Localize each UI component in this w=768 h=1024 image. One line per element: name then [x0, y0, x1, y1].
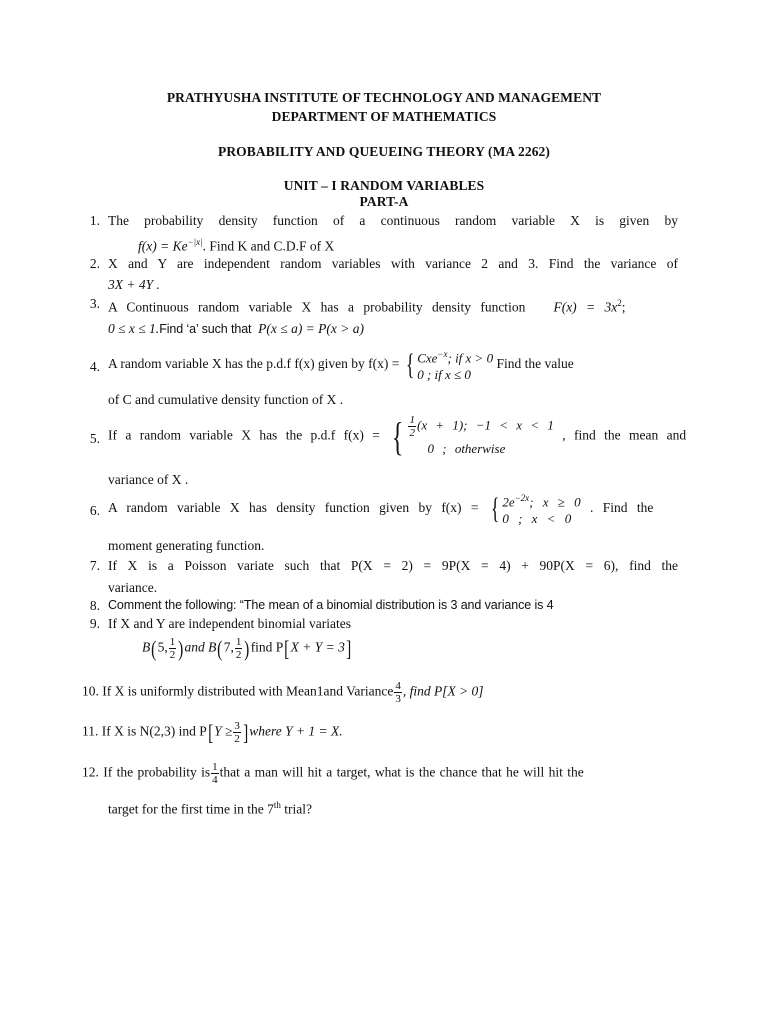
question-text: Find ‘a’ such that [159, 322, 252, 336]
question-text: variance of X . [108, 472, 189, 487]
question-number: 1. [89, 213, 100, 228]
case-1: Cxe [417, 350, 438, 366]
case-exponent: −x [437, 349, 448, 359]
ordinal-suffix: th [273, 800, 281, 810]
paren-open: ( [217, 635, 223, 661]
question-text: , find the mean and [562, 427, 687, 443]
binomial-n: 5, [157, 639, 168, 655]
question-number: 5. [89, 431, 100, 446]
case-1-condition: ; if x > 0 [447, 350, 494, 366]
numerator: 1 [235, 636, 242, 648]
formula-exponent: 2 [617, 298, 622, 308]
question-text: . Find K and C.D.F of X [202, 238, 335, 254]
piecewise-cases [407, 414, 553, 459]
numerator: 1 [169, 636, 176, 648]
paren-close: ) [178, 635, 184, 661]
case-1-condition: ; x ≥ 0 [529, 494, 581, 510]
fraction [211, 761, 219, 786]
question-3-line-2 [108, 318, 678, 340]
question-text: Find the value [496, 355, 574, 371]
formula-exponent: −|x| [187, 237, 203, 247]
question-4-line-2 [108, 389, 678, 410]
formula: 0 ≤ x ≤ 1. [108, 321, 160, 336]
bracket-close: ] [242, 719, 249, 745]
question-text: ; [621, 299, 626, 315]
case-1: (x + 1); −1 < x < 1 [416, 417, 554, 433]
question-3 [89, 293, 678, 318]
fraction [235, 636, 243, 661]
question-number: 9. [89, 616, 100, 631]
formula: P(x ≤ a) = P(x > a) [258, 321, 365, 336]
numerator: 1 [409, 414, 415, 426]
question-text: If X and Y are independent binomial variates [108, 616, 352, 631]
question-text: moment generating function. [108, 538, 265, 553]
question-text: that a man will hit a target, what is the chance that he will hit the [219, 764, 584, 780]
question-number: 6. [89, 503, 100, 518]
question-10 [82, 680, 678, 705]
question-text: trial? [280, 801, 312, 817]
denominator: 2 [234, 733, 240, 745]
question-text: X and Y are independent random variables with variance 2 and 3. Find the variance of [108, 256, 678, 271]
question-text: . Find the [590, 499, 654, 515]
question-11 [82, 719, 678, 745]
question-text: If X is uniformly distributed with Mean1and Variance [102, 683, 394, 699]
paren-open: ( [151, 635, 157, 661]
fraction [233, 720, 241, 745]
institute-title: PRATHYUSHA INSTITUTE OF TECHNOLOGY AND MANAGEMENT [166, 90, 602, 105]
department-title: DEPARTMENT OF MATHEMATICS [271, 109, 497, 124]
piecewise-cases [502, 490, 580, 527]
question-12 [82, 761, 678, 786]
question-number: 7. [89, 558, 100, 573]
binomial-b: B [142, 639, 151, 655]
question-text: If a random variable X has the p.d.f f(x) = [108, 427, 380, 443]
question-text: A random variable X has density function given by f(x) = [108, 499, 479, 515]
case-2: 0 ; if x ≤ 0 [417, 367, 471, 383]
formula: where Y + 1 = X. [249, 723, 343, 739]
question-text: A Continuous random variable X has a probability density function [108, 299, 526, 315]
question-number: 2. [89, 256, 100, 271]
denominator: 4 [212, 774, 218, 786]
bracket-close: ] [345, 635, 352, 661]
question-1 [89, 210, 678, 231]
question-text: If the probability is [103, 764, 211, 780]
fraction [408, 414, 416, 439]
question-number: 12. [82, 764, 99, 780]
numerator: 3 [234, 720, 240, 732]
bracket-open: [ [207, 719, 213, 745]
question-6-line-2 [108, 535, 678, 556]
question-2-line-2 [108, 274, 678, 295]
fraction [394, 680, 402, 705]
denominator: 2 [169, 649, 176, 661]
case-1: 2e [502, 494, 515, 510]
question-text: 3X + 4Y . [108, 277, 160, 292]
left-brace: { [490, 491, 500, 525]
question-number: 3. [89, 296, 100, 311]
question-6 [89, 490, 678, 527]
denominator: 3 [395, 693, 401, 705]
fraction [169, 636, 177, 661]
binomial-n: 7, [223, 639, 234, 655]
question-9 [89, 613, 678, 634]
question-text: and B [184, 639, 217, 655]
bracket-open: [ [284, 635, 290, 661]
question-text: target for the first time in the 7 [108, 801, 274, 817]
left-brace: { [405, 347, 415, 381]
question-number: 10. [82, 683, 99, 699]
question-5 [89, 413, 687, 459]
question-12-line-2 [108, 795, 678, 820]
question-text: Comment the following: “The mean of a binomial distribution is 3 and variance is 4 [108, 598, 554, 612]
formula: f(x) = Ke [138, 238, 188, 254]
denominator: 2 [409, 427, 415, 439]
formula: X + Y = 3 [290, 639, 345, 655]
question-number: 11. [82, 723, 99, 739]
question-9-line-2 [108, 636, 678, 661]
question-7 [89, 555, 678, 576]
formula: Y ≥ [214, 723, 233, 739]
formula: F(x) = 3x [553, 299, 618, 315]
unit-title: UNIT – I RANDOM VARIABLES [283, 178, 485, 193]
question-text: find P [250, 639, 284, 655]
numerator: 4 [395, 680, 401, 692]
question-number: 4. [89, 359, 100, 374]
left-brace: { [392, 413, 404, 459]
numerator: 1 [212, 761, 218, 773]
question-4 [89, 346, 678, 383]
question-text: If X is N(2,3) ind P [101, 723, 207, 739]
paren-close: ) [244, 635, 250, 661]
question-text: of C and cumulative density function of X . [108, 392, 344, 407]
case-2: 0 ; x < 0 [502, 511, 572, 527]
piecewise-cases [417, 346, 493, 383]
formula: , find P[X > 0] [402, 683, 484, 699]
part-title: PART-A [359, 194, 409, 209]
question-number: 8. [89, 598, 100, 613]
case-exponent: −2x [514, 493, 530, 503]
question-text: A random variable X has the p.d.f f(x) given by f(x) = [108, 355, 400, 371]
course-title: PROBABILITY AND QUEUEING THEORY (MA 2262) [217, 144, 551, 159]
question-5-line-2 [108, 469, 678, 490]
question-text: The probability density function of a continuous random variable X is given by [108, 213, 678, 228]
question-text: If X is a Poisson variate such that P(X = 2) = 9P(X = 4) + 90P(X = 6), find the [108, 558, 678, 573]
question-text: variance. [108, 580, 158, 595]
case-2: 0 ; otherwise [427, 441, 506, 456]
question-2 [89, 253, 678, 274]
denominator: 2 [235, 649, 242, 661]
